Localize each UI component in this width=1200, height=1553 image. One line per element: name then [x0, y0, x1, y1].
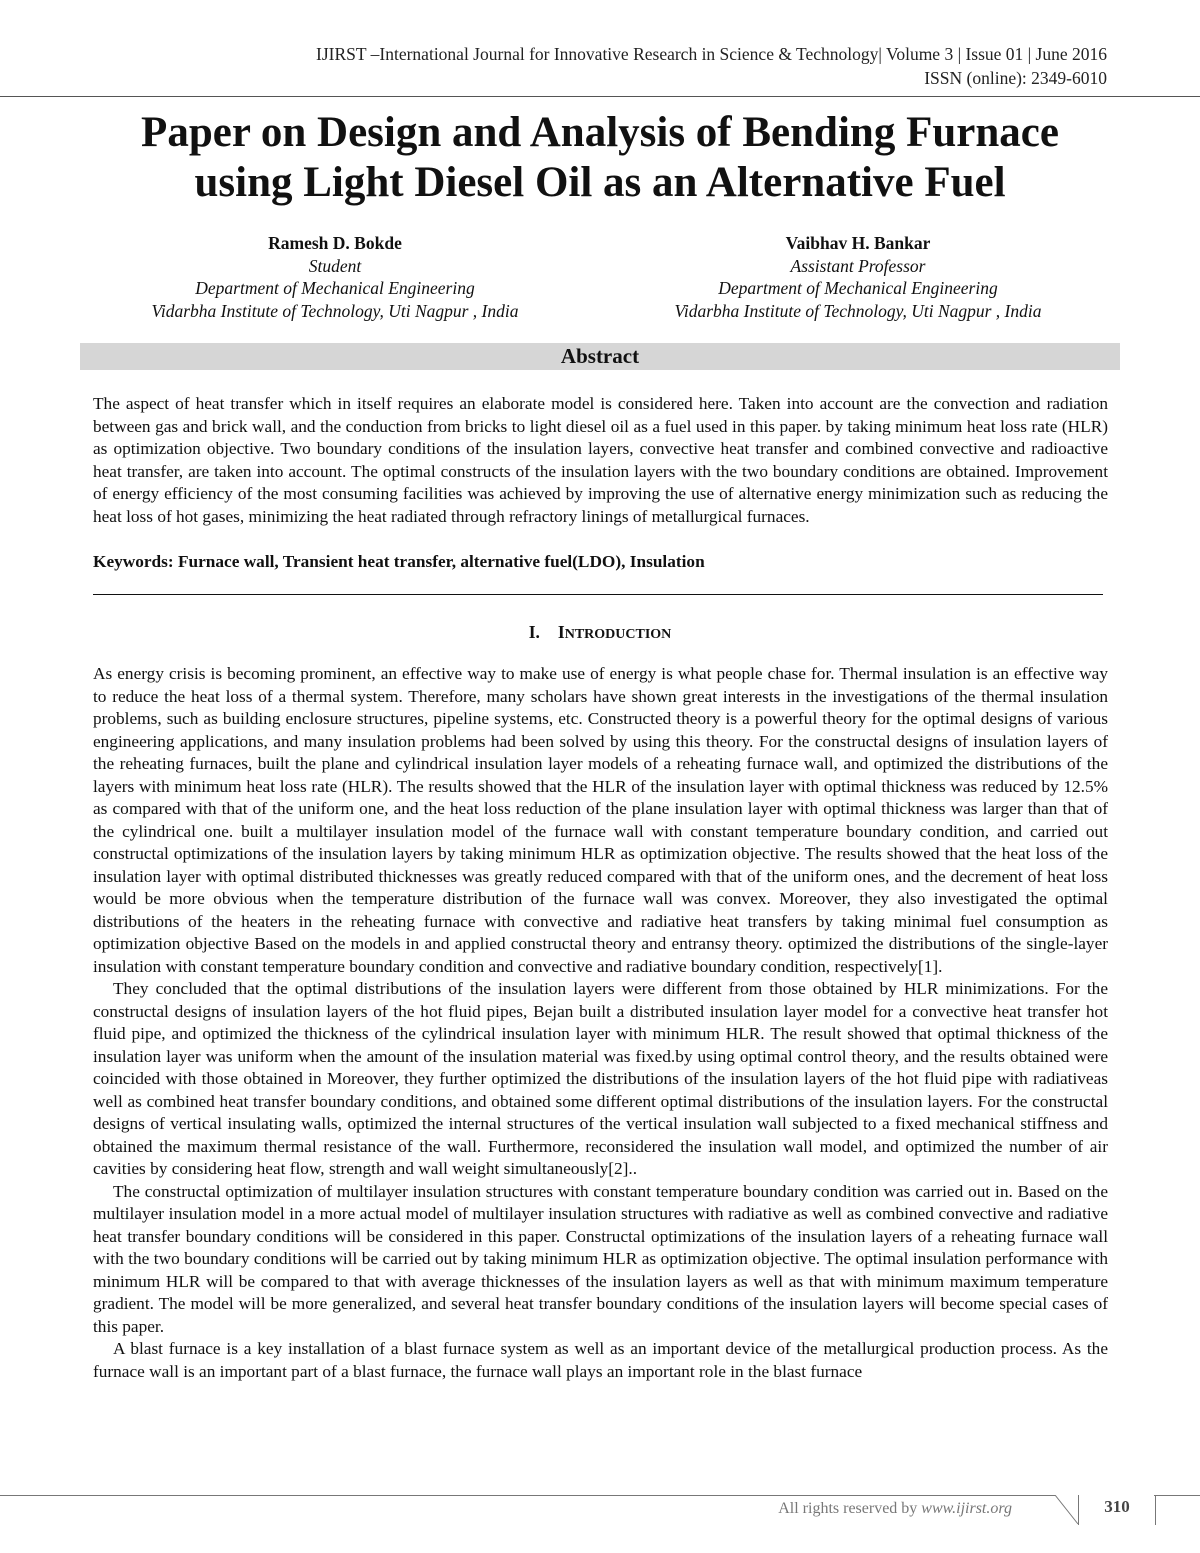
paragraph: They concluded that the optimal distributions of the insulation layers were different from those obtained by HLR minimizations. For the constructal designs of insulation layers of the hot fluid pipes, Bejan built a distributed insulation layer model for a convective heat transfer hot fluid pipe, and optimized the thickness of the cylindrical insulation layer with minimum HLR. The result showed that optimal thickness of the insulation layer was uniform when the amount of the insulation material was fixed.by using optimal control theory, and the results obtained were coincided with those obtained in Moreover, they further optimized the distributions of the insulation layers of the hot fluid pipe with radiativeas well as combined heat transfer boundary conditions, and obtained some different optimal distributions of the insulation layers. For the constructal designs of vertical insulating walls, optimized the internal structures of the vertical insulation wall subjected to a fixed mechanical stiffness and obtained the maximum thermal resistance of the wall. Furthermore, reconsidered the insulation wall model, and optimized the number of air cavities by considering heat flow, strength and wall weight simultaneously[2].. — [93, 979, 1108, 1178]
abstract-text: The aspect of heat transfer which in itself requires an elaborate model is considered here. Taken into account are the convection and radiation between gas and brick wall, and the conduction from bricks to light diesel oil as a fuel used in this paper. by taking minimum heat loss rate (HLR) as optimization objective. Two boundary conditions of the insulation layers, convective heat transfer and combined convective and radioactive heat transfer, are taken into account. The optimal constructs of the insulation layers with the two boundary conditions are obtained. Improvement of energy efficiency of the most consuming facilities was achieved by improving the use of alternative energy minimization such as reducing the heat loss of hot gases, minimizing the heat radiated through refractory linings of metallurgical furnaces. — [93, 394, 1108, 526]
abstract-heading: Abstract — [80, 343, 1120, 370]
section-title-rest: NTRODUCTION — [564, 627, 672, 642]
introduction-body — [93, 663, 1108, 1383]
header-divider — [0, 96, 1200, 97]
author-department: Department of Mechanical Engineering — [718, 278, 998, 298]
title-line-1: Paper on Design and Analysis of Bending Furnace — [141, 109, 1059, 156]
title-line-2: using Light Diesel Oil as an Alternative Fuel — [194, 159, 1006, 206]
page-number: 310 — [1104, 1497, 1130, 1516]
copyright-text: All rights reserved by — [778, 1500, 922, 1517]
journal-url: www.ijirst.org — [921, 1500, 1012, 1517]
copyright-notice — [778, 1500, 1012, 1518]
author-institute: Vidarbha Institute of Technology, Uti Nagpur , India — [151, 300, 519, 321]
running-header — [316, 42, 1107, 90]
paragraph: The constructal optimization of multilayer insulation structures with constant temperature boundary condition was carried out in. Based on the multilayer insulation model in a more actual model of multilayer insulation structures with radiative as well as combined convective and radiative heat transfer boundary conditions will be considered in this paper. Constructal optimizations of the insulation layers of a reheating furnace wall with the two boundary conditions will be carried out by taking minimum HLR as optimization objective. The optimal insulation performance with minimum HLR will be compared to that with average thicknesses of the insulation layers as well as that with minimum maximum temperature gradient. The model will be more generalized, and several heat transfer boundary conditions of the insulation layers will become special cases of this paper. — [93, 1181, 1108, 1336]
section-title-initial: I — [557, 622, 565, 642]
author-block-1 — [95, 232, 575, 322]
author-institute: Vidarbha Institute of Technology, Uti Nagpur , India — [674, 300, 1042, 321]
footer-rule — [0, 1495, 1055, 1496]
journal-line: IJIRST –International Journal for Innovative Research in Science & Technology| Volume 3 | Issue 01 | June 2016 — [316, 44, 1107, 64]
author-name: Ramesh D. Bokde — [268, 233, 402, 253]
footer-rule-slant — [1055, 1495, 1079, 1525]
footer-rule-tail — [1154, 1495, 1200, 1496]
author-department: Department of Mechanical Engineering — [195, 278, 475, 298]
paragraph: A blast furnace is a key installation of a blast furnace system as well as an important device of the metallurgical production process. As the furnace wall is an important part of a blast furnace, the furnace wall plays an important role in the blast furnace — [93, 1339, 1108, 1381]
keywords: Keywords: Furnace wall, Transient heat transfer, alternative fuel(LDO), Insulation — [93, 552, 705, 571]
section-number: I. — [528, 622, 540, 642]
abstract-divider — [93, 594, 1103, 595]
issn-line: ISSN (online): 2349-6010 — [924, 68, 1107, 88]
paper-title — [40, 108, 1160, 208]
author-role: Student — [308, 255, 362, 276]
section-heading-introduction — [0, 621, 1200, 646]
author-name: Vaibhav H. Bankar — [785, 233, 931, 253]
author-block-2 — [618, 232, 1098, 322]
author-role: Assistant Professor — [790, 255, 926, 276]
paragraph: As energy crisis is becoming prominent, an effective way to make use of energy is what people chase for. Thermal insulation is an effective way to reduce the heat loss of a thermal system. Therefore, many scholars have shown great interests in the investigations of the thermal insulation problems, such as building enclosure structures, pipeline systems, etc. Constructed theory is a powerful theory for the optimal designs of various engineering applications, and many insulation problems had been solved by using this theory. For the constructal designs of insulation layers of the reheating furnaces, built the plane and cylindrical insulation layer models of a reheating furnace wall, and optimized the distributions of the layers with minimum heat loss rate (HLR). The results showed that the HLR of the insulation layer with optimal thickness was reduced by 12.5% as compared with that of the uniform one, and the heat loss reduction of the plane insulation layer with optimal thickness was larger than that of the cylindrical one. built a multilayer insulation model of the furnace wall with constant temperature boundary condition, and carried out constructal optimizations of the insulation layers by taking minimum HLR as optimization objective. The results showed that the heat loss of the insulation layer with optimal distributed thicknesses was greatly reduced compared with that of the uniform ones, and the decrement of heat loss would be more obvious when the temperature distribution of the furnace wall was convex. Moreover, they also investigated the optimal distributions of the heaters in the reheating furnace with convective and radiative heat transfers by taking minimal fuel consumption as optimization objective Based on the models in and applied constructal theory and entransy theory. optimized the distributions of the single-layer insulation with constant temperature boundary condition and convective and radiative boundary condition, respectively[1]. — [93, 664, 1108, 976]
